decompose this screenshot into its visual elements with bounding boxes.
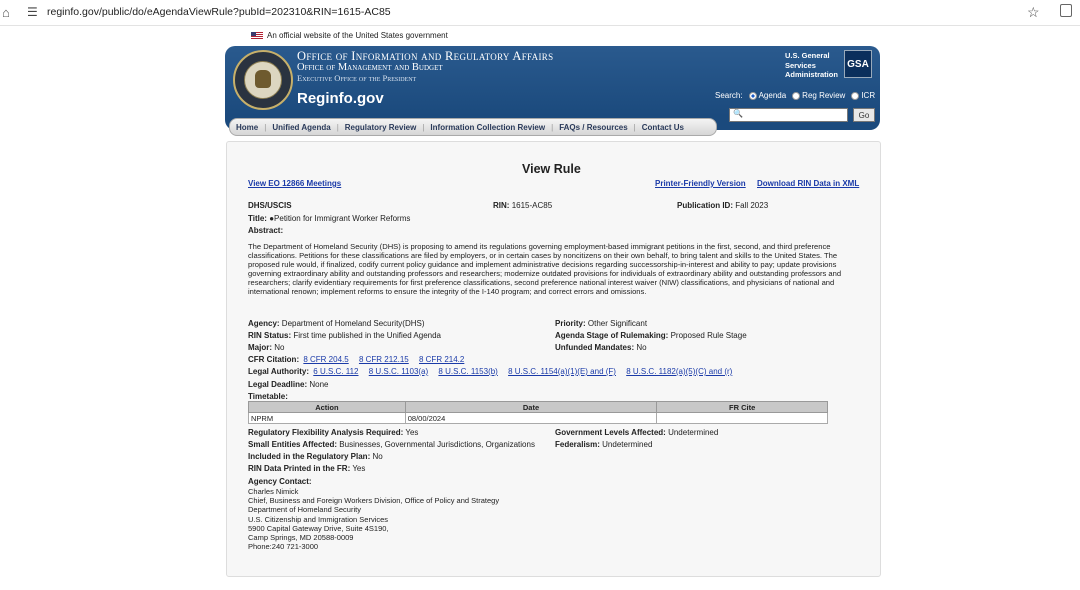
rin-printed-field [248, 464, 365, 474]
priority-label: Priority: [555, 319, 586, 328]
federalism-value: Undetermined [602, 440, 653, 449]
legal-authority-link[interactable]: 8 U.S.C. 1154(a)(1)(E) and (F) [508, 367, 616, 376]
site-name[interactable]: Reginfo.gov [297, 90, 384, 107]
eop-seal-logo[interactable] [233, 50, 293, 110]
radio-icr-label: ICR [861, 91, 876, 100]
rin-printed-label: RIN Data Printed in the FR: [248, 464, 351, 473]
pubid-label: Publication ID: [677, 201, 733, 210]
browser-toolbar [0, 0, 1080, 26]
contact-line: U.S. Citizenship and Immigration Services [248, 514, 389, 524]
rin-field [493, 201, 552, 211]
legal-authority-label: Legal Authority: [248, 367, 310, 376]
radio-reg-review-label: Reg Review [802, 91, 846, 100]
rin-printed-value: Yes [352, 464, 366, 473]
legal-authority-field [248, 367, 732, 377]
small-entities-value: Businesses, Governmental Jurisdictions, Organizations [339, 440, 535, 449]
gov-levels-label: Government Levels Affected: [555, 428, 666, 437]
timetable [248, 401, 828, 424]
legal-authority-link[interactable]: 6 U.S.C. 112 [313, 367, 359, 376]
pubid-field [677, 201, 768, 211]
radio-agenda[interactable] [749, 92, 757, 100]
agency-code: DHS/USCIS [248, 201, 292, 210]
major-value: No [274, 343, 285, 352]
table-cell: NPRM [249, 413, 406, 424]
cfr-link[interactable]: 8 CFR 212.15 [358, 355, 409, 364]
rin-value: 1615-AC85 [511, 201, 553, 210]
reg-plan-label: Included in the Regulatory Plan: [248, 452, 371, 461]
contact-line: Charles Nimick [248, 487, 299, 496]
gov-levels-field [555, 428, 718, 438]
rin-status-label: RIN Status: [248, 331, 292, 340]
title-field [248, 214, 410, 224]
title-label: Title: [248, 214, 267, 223]
cfr-link[interactable]: 8 CFR 214.2 [418, 355, 465, 364]
stage-value: Proposed Rule Stage [670, 331, 747, 340]
contact-line: Department of Homeland Security [248, 505, 361, 515]
site-header [225, 46, 880, 116]
search-input[interactable] [729, 108, 848, 122]
gsa-line1: U.S. General [785, 51, 830, 60]
priority-field [555, 319, 647, 329]
search-icon: 🔍 [733, 109, 743, 118]
nav-information-collection-review[interactable]: Information Collection Review [430, 122, 546, 132]
legal-authority-link[interactable]: 8 U.S.C. 1103(a) [368, 367, 429, 376]
radio-icr[interactable] [851, 92, 859, 100]
pubid-value: Fall 2023 [735, 201, 769, 210]
address-bar[interactable]: reginfo.gov/public/do/eAgendaViewRule?pubId=202310&RIN=1615-AC85 [47, 6, 391, 18]
reg-plan-field [248, 452, 383, 462]
agency-label: Agency: [248, 319, 280, 328]
legal-deadline-value: None [309, 380, 329, 389]
priority-value: Other Significant [587, 319, 648, 328]
contact-label: Agency Contact: [248, 477, 312, 486]
nav-contact-us[interactable]: Contact Us [641, 122, 684, 132]
bookmark-star-icon[interactable]: ☆ [1027, 4, 1040, 20]
title-value: ●Petition for Immigrant Worker Reforms [269, 214, 411, 223]
rin-status-field [248, 331, 441, 341]
official-banner-text: An official website of the United States government [267, 31, 448, 40]
abstract-text: The Department of Homeland Security (DHS) is proposing to amend its regulations governing employment-based immigrant petitions in the first, second, and third preference classifications. Petitions for these classifications are filed by employers, or in certain cases by noncitizens on their own behalf, to bring talent and skills to the United States. The proposed rule would, if finalized, codify current policy guidance and implement administrative decisions regarding successorship-in-interest and ability to pay; update provisions governing extraordinary ability and outstanding professors and researchers; modernize outdated provisions for individuals of extraordinary ability and outstanding professors and researchers; clarify evidentiary requirements for first preference classifications, second preference national interest waiver (NIW) classifications, and physicians of national and international renown; implement reforms to ensure the integrity of the I-140 program; and correct errors and omissions. [248, 242, 842, 296]
go-button[interactable]: Go [853, 108, 875, 122]
download-xml-link[interactable]: Download RIN Data in XML [757, 179, 860, 188]
stage-field [555, 331, 747, 341]
search-scope [715, 91, 875, 100]
site-info-icon[interactable]: ☰ [27, 5, 38, 19]
gov-levels-value: Undetermined [668, 428, 719, 437]
agency-value: Department of Homeland Security(DHS) [281, 319, 425, 328]
printer-friendly-link[interactable]: Printer-Friendly Version [655, 179, 746, 188]
rin-status-value: First time published in the Unified Agenda [293, 331, 441, 340]
agency-contact [248, 487, 499, 551]
reg-plan-value: No [372, 452, 383, 461]
flex-value: Yes [405, 428, 419, 437]
us-flag-icon [251, 32, 263, 40]
legal-deadline-field [248, 380, 328, 390]
radio-reg-review[interactable] [792, 92, 800, 100]
page-title: View Rule [522, 162, 581, 176]
timetable-label: Timetable: [248, 392, 288, 401]
flex-field [248, 428, 418, 438]
timetable-header [249, 402, 828, 413]
legal-authority-link[interactable]: 8 U.S.C. 1153(b) [438, 367, 498, 376]
org-line2: Office of Management and Budget [297, 62, 443, 73]
contact-line: Chief, Business and Foreign Workers Division, Office of Policy and Strategy [248, 496, 500, 506]
legal-authority-link[interactable]: 8 U.S.C. 1182(a)(5)(C) and (r) [626, 367, 733, 376]
home-icon[interactable]: ⌂ [2, 5, 10, 20]
abstract-label: Abstract: [248, 226, 284, 235]
gsa-line3: Administration [785, 70, 838, 79]
rin-label: RIN: [493, 201, 510, 210]
major-field [248, 343, 284, 353]
legal-deadline-label: Legal Deadline: [248, 380, 308, 389]
extensions-icon[interactable] [1060, 4, 1072, 17]
official-banner [251, 31, 448, 40]
cfr-field [248, 355, 464, 365]
timetable-header-cell: Action [249, 402, 406, 413]
gsa-logo[interactable]: GSA [844, 50, 872, 78]
nav-regulatory-review[interactable]: Regulatory Review [344, 122, 417, 132]
gsa-line2: Services [785, 60, 816, 70]
small-entities-field [248, 440, 535, 450]
federalism-field [555, 440, 652, 450]
search-label: Search: [715, 91, 743, 100]
timetable-header-cell: FR Cite [657, 402, 828, 413]
radio-agenda-label: Agenda [758, 91, 787, 100]
contact-line: 5900 Capital Gateway Drive, Suite 4S190, [248, 523, 389, 533]
gsa-text [785, 51, 838, 80]
small-entities-label: Small Entities Affected: [248, 440, 338, 449]
org-line1: Office of Information and Regulatory Affairs [297, 49, 554, 63]
unfunded-field [555, 343, 647, 353]
agency-field [248, 319, 425, 329]
table-cell: 08/00/2024 [405, 413, 657, 424]
contact-line: Camp Springs, MD 20588-0009 [248, 533, 354, 543]
major-label: Major: [248, 343, 272, 352]
main-nav: Home | Unified Agenda | Regulatory Review | Information Collection Review | FAQs / Resources | Contact Us [229, 118, 717, 136]
timetable-header-cell: Date [405, 402, 657, 413]
unfunded-label: Unfunded Mandates: [555, 343, 635, 352]
nav-unified-agenda[interactable]: Unified Agenda [272, 122, 331, 132]
flex-label: Regulatory Flexibility Analysis Required: [248, 428, 404, 437]
nav-faqs-resources[interactable]: FAQs / Resources [559, 122, 628, 132]
cfr-link[interactable]: 8 CFR 204.5 [303, 355, 349, 364]
stage-label: Agenda Stage of Rulemaking: [555, 331, 669, 340]
cfr-label: CFR Citation: [248, 355, 300, 364]
view-eo-meetings-link[interactable]: View EO 12866 Meetings [248, 179, 342, 188]
table-cell [657, 413, 828, 424]
nav-home[interactable]: Home [236, 122, 259, 132]
org-line3: Executive Office of the President [297, 73, 417, 83]
unfunded-value: No [636, 343, 647, 352]
table-row [249, 413, 828, 424]
contact-line: Phone:240 721-3000 [248, 542, 319, 552]
federalism-label: Federalism: [555, 440, 600, 449]
